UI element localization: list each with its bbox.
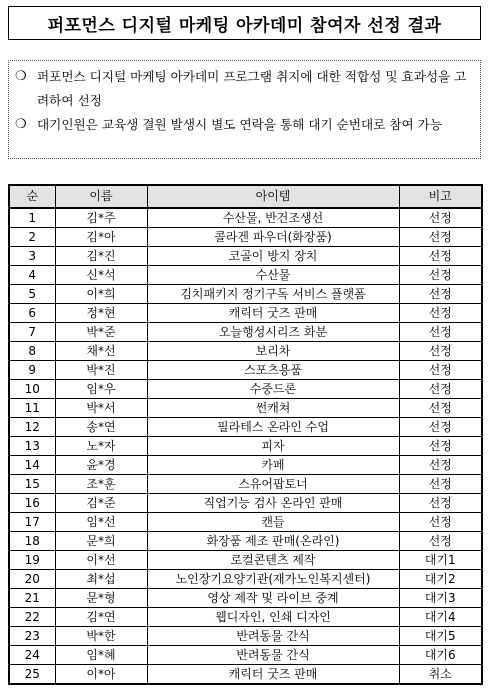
cell-number: 22 (9, 608, 55, 627)
table-row (9, 627, 482, 646)
table-row (9, 513, 482, 532)
cell-name: 채*선 (55, 342, 147, 361)
table-row (9, 342, 482, 361)
cell-item: 반려동물 간식 (147, 646, 399, 665)
cell-note: 대기4 (399, 608, 482, 627)
header-number: 순 (9, 185, 55, 208)
cell-item: 코골이 방지 장치 (147, 247, 399, 266)
cell-item: 노인장기요양기관(재가노인복지센터) (147, 570, 399, 589)
cell-name: 송*연 (55, 418, 147, 437)
table-row (9, 380, 482, 399)
cell-note: 대기3 (399, 589, 482, 608)
cell-note: 선정 (399, 361, 482, 380)
cell-number: 15 (9, 475, 55, 494)
cell-note: 선정 (399, 228, 482, 247)
cell-number: 2 (9, 228, 55, 247)
table-row (9, 551, 482, 570)
table-row (9, 589, 482, 608)
table-row (9, 361, 482, 380)
table-row (9, 304, 482, 323)
cell-note: 대기5 (399, 627, 482, 646)
cell-number: 21 (9, 589, 55, 608)
cell-name: 이*선 (55, 551, 147, 570)
cell-note: 선정 (399, 342, 482, 361)
cell-number: 14 (9, 456, 55, 475)
cell-item: 캐릭터 굿즈 판매 (147, 665, 399, 685)
cell-item: 영상 제작 및 라이브 중계 (147, 589, 399, 608)
notice-box (8, 60, 481, 159)
cell-item: 로컬콘텐츠 제작 (147, 551, 399, 570)
cell-number: 25 (9, 665, 55, 685)
cell-name: 임*우 (55, 380, 147, 399)
cell-number: 20 (9, 570, 55, 589)
cell-name: 조*훈 (55, 475, 147, 494)
header-item: 아이템 (147, 185, 399, 208)
cell-number: 1 (9, 208, 55, 228)
cell-note: 선정 (399, 380, 482, 399)
cell-name: 김*준 (55, 494, 147, 513)
cell-number: 19 (9, 551, 55, 570)
table-row (9, 399, 482, 418)
table-row (9, 570, 482, 589)
cell-name: 신*석 (55, 266, 147, 285)
document-title: 퍼포먼스 디지털 마케팅 아카데미 참여자 선정 결과 (47, 15, 442, 36)
cell-item: 직업기능 검사 온라인 판매 (147, 494, 399, 513)
cell-name: 이*아 (55, 665, 147, 685)
circle-bullet-icon: ❍ (15, 117, 27, 132)
table-row (9, 208, 482, 228)
cell-note: 선정 (399, 247, 482, 266)
cell-name: 임*혜 (55, 646, 147, 665)
cell-note: 선정 (399, 475, 482, 494)
cell-name: 김*연 (55, 608, 147, 627)
cell-item: 김치패키지 정기구독 서비스 플랫폼 (147, 285, 399, 304)
cell-number: 11 (9, 399, 55, 418)
cell-note: 선정 (399, 323, 482, 342)
notice-text: 대기인원은 교육생 결원 발생시 별도 연락을 통해 대기 순번대로 참여 가능 (37, 117, 442, 132)
cell-note: 대기6 (399, 646, 482, 665)
cell-number: 3 (9, 247, 55, 266)
table-row (9, 665, 482, 685)
cell-name: 임*선 (55, 513, 147, 532)
cell-item: 캔들 (147, 513, 399, 532)
table-row (9, 418, 482, 437)
cell-note: 선정 (399, 513, 482, 532)
cell-name: 노*자 (55, 437, 147, 456)
document-title-box (8, 6, 481, 40)
cell-name: 박*준 (55, 323, 147, 342)
cell-number: 17 (9, 513, 55, 532)
cell-item: 오늘행성시리즈 화분 (147, 323, 399, 342)
header-note: 비고 (399, 185, 482, 208)
cell-note: 대기2 (399, 570, 482, 589)
cell-number: 8 (9, 342, 55, 361)
table-row (9, 456, 482, 475)
cell-number: 9 (9, 361, 55, 380)
cell-name: 문*형 (55, 589, 147, 608)
cell-note: 선정 (399, 494, 482, 513)
cell-name: 김*주 (55, 208, 147, 228)
table-row (9, 532, 482, 551)
cell-name: 정*현 (55, 304, 147, 323)
table-row (9, 646, 482, 665)
table-row (9, 608, 482, 627)
cell-name: 박*한 (55, 627, 147, 646)
table-row (9, 437, 482, 456)
cell-item: 카페 (147, 456, 399, 475)
cell-item: 보리차 (147, 342, 399, 361)
cell-number: 5 (9, 285, 55, 304)
cell-note: 선정 (399, 437, 482, 456)
cell-item: 웹디자인, 인쇄 디자인 (147, 608, 399, 627)
cell-number: 13 (9, 437, 55, 456)
notice-item (15, 65, 474, 113)
table-body (9, 208, 482, 684)
cell-item: 화장품 제조 판매(온라인) (147, 532, 399, 551)
cell-item: 수산물, 반건조생선 (147, 208, 399, 228)
cell-item: 필라테스 온라인 수업 (147, 418, 399, 437)
table-row (9, 285, 482, 304)
cell-item: 수중드론 (147, 380, 399, 399)
table-header-row (9, 185, 482, 208)
circle-bullet-icon: ❍ (15, 69, 27, 84)
table-row (9, 475, 482, 494)
cell-name: 김*진 (55, 247, 147, 266)
cell-number: 16 (9, 494, 55, 513)
cell-item: 캐릭터 굿즈 판매 (147, 304, 399, 323)
cell-note: 선정 (399, 285, 482, 304)
cell-item: 반려동물 간식 (147, 627, 399, 646)
cell-name: 박*진 (55, 361, 147, 380)
cell-number: 6 (9, 304, 55, 323)
cell-number: 4 (9, 266, 55, 285)
cell-item: 콜라겐 파우더(화장품) (147, 228, 399, 247)
cell-note: 선정 (399, 399, 482, 418)
header-name: 이름 (55, 185, 147, 208)
notice-text: 퍼포먼스 디지털 마케팅 아카데미 프로그램 취지에 대한 적합성 및 효과성을 고려하여 선정 (37, 69, 467, 108)
cell-item: 수산물 (147, 266, 399, 285)
cell-number: 10 (9, 380, 55, 399)
cell-number: 12 (9, 418, 55, 437)
cell-item: 스유어팝토너 (147, 475, 399, 494)
cell-name: 문*희 (55, 532, 147, 551)
cell-name: 윤*경 (55, 456, 147, 475)
cell-note: 취소 (399, 665, 482, 685)
table-row (9, 228, 482, 247)
cell-note: 대기1 (399, 551, 482, 570)
notice-item (15, 113, 474, 137)
cell-note: 선정 (399, 456, 482, 475)
cell-name: 박*서 (55, 399, 147, 418)
cell-item: 썬캐쳐 (147, 399, 399, 418)
cell-number: 7 (9, 323, 55, 342)
table-row (9, 323, 482, 342)
cell-item: 피자 (147, 437, 399, 456)
cell-name: 김*아 (55, 228, 147, 247)
cell-note: 선정 (399, 208, 482, 228)
table-row (9, 247, 482, 266)
participant-table (8, 184, 483, 685)
cell-item: 스포츠용품 (147, 361, 399, 380)
cell-note: 선정 (399, 304, 482, 323)
cell-note: 선정 (399, 418, 482, 437)
cell-name: 최*섭 (55, 570, 147, 589)
cell-note: 선정 (399, 266, 482, 285)
table-row (9, 494, 482, 513)
cell-note: 선정 (399, 532, 482, 551)
table-row (9, 266, 482, 285)
cell-number: 18 (9, 532, 55, 551)
cell-number: 24 (9, 646, 55, 665)
cell-number: 23 (9, 627, 55, 646)
cell-name: 이*희 (55, 285, 147, 304)
